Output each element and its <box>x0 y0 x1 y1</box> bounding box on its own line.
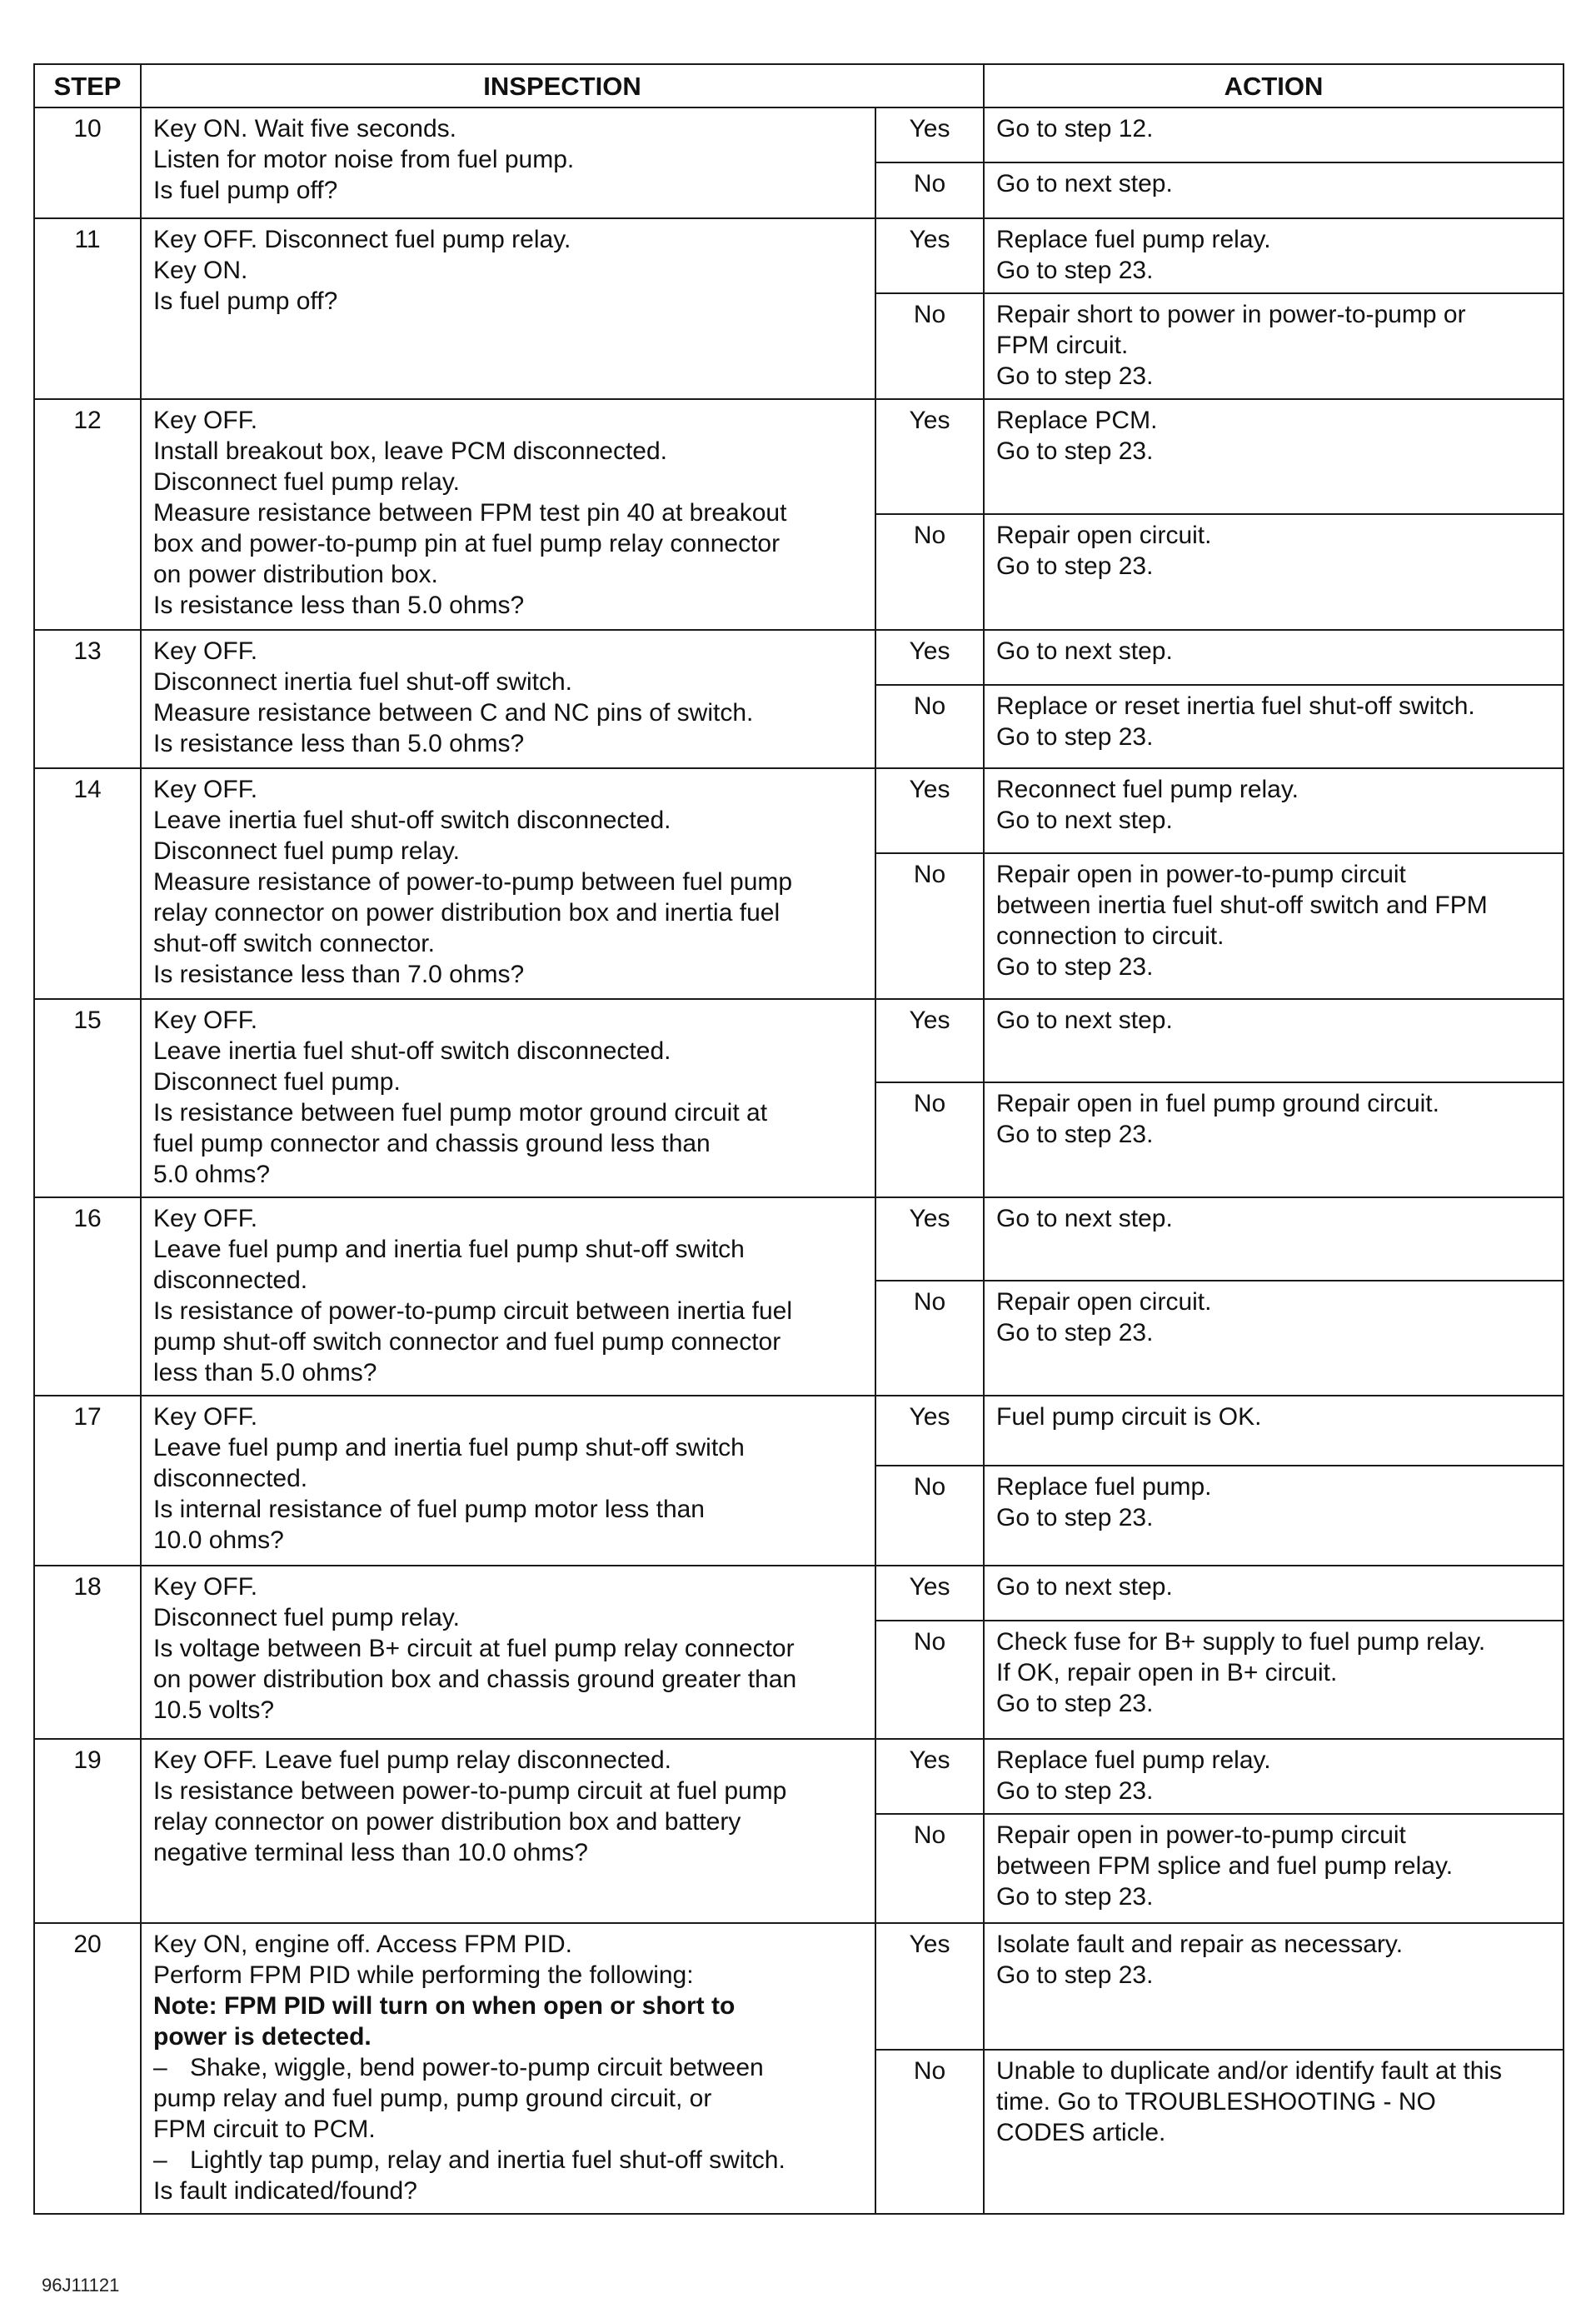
bullet-dash: – <box>153 2054 167 2081</box>
yes-action <box>984 999 1564 1082</box>
text-line: Go to next step. <box>996 807 1173 834</box>
bullet-line <box>153 2145 863 2176</box>
text-line: Go to step 23. <box>996 1121 1154 1148</box>
text-line: CODES article. <box>996 2119 1166 2147</box>
inspection-cell <box>141 1923 875 2214</box>
table-row <box>34 1197 1564 1281</box>
text-line: Disconnect fuel pump relay. <box>153 468 460 496</box>
yes-label: Yes <box>875 1197 984 1281</box>
text-line: Is internal resistance of fuel pump motor less than <box>153 1496 705 1523</box>
yes-action <box>984 1197 1564 1281</box>
text-line: Is resistance between power-to-pump circuit at fuel pump <box>153 1777 787 1805</box>
bullet-line <box>153 2052 863 2083</box>
text-line: relay connector on power distribution box and battery <box>153 1808 741 1836</box>
text-line: 10.5 volts? <box>153 1696 275 1724</box>
text-line: Go to step 23. <box>996 437 1154 465</box>
no-action <box>984 853 1564 999</box>
no-action <box>984 685 1564 768</box>
text-line: shut-off switch connector. <box>153 930 435 957</box>
text-line: on power distribution box and chassis ground greater than <box>153 1666 797 1693</box>
bullet-line <box>153 2083 863 2114</box>
bullet-text: FPM circuit to PCM. <box>153 2116 376 2143</box>
yes-action <box>984 630 1564 685</box>
bullet-text: pump relay and fuel pump, pump ground circuit, or <box>153 2085 712 2112</box>
text-line: Perform FPM PID while performing the following: <box>153 1961 694 1989</box>
text-line: Go to step 23. <box>996 362 1154 390</box>
text-line: Is resistance between fuel pump motor ground circuit at <box>153 1099 768 1127</box>
text-line: Key OFF. <box>153 1573 258 1601</box>
text-line: Replace fuel pump. <box>996 1473 1212 1501</box>
diagnostic-table <box>33 63 1564 2215</box>
text-line: Go to step 23. <box>996 1961 1154 1989</box>
text-line: Replace fuel pump relay. <box>996 226 1271 253</box>
figure-id: 96J11121 <box>42 2275 120 2296</box>
no-label: No <box>875 1814 984 1923</box>
text-line: Repair open circuit. <box>996 522 1212 549</box>
text-line: Go to step 23. <box>996 552 1154 580</box>
inspection-cell <box>141 399 875 630</box>
no-label: No <box>875 293 984 399</box>
text-line: Go to next step. <box>996 1573 1173 1601</box>
text-line: Disconnect fuel pump relay. <box>153 1604 460 1631</box>
no-label: No <box>875 1621 984 1739</box>
text-line: Disconnect fuel pump relay. <box>153 837 460 865</box>
bullet-dash: – <box>153 2146 167 2174</box>
step-number: 11 <box>34 218 141 399</box>
table-row <box>34 768 1564 853</box>
text-line: Leave inertia fuel shut-off switch disconnected. <box>153 807 671 834</box>
yes-label: Yes <box>875 768 984 853</box>
text-line: Go to next step. <box>996 1205 1173 1232</box>
text-line: Repair open circuit. <box>996 1288 1212 1316</box>
no-action <box>984 2050 1564 2214</box>
text-line: Is resistance of power-to-pump circuit between inertia fuel <box>153 1297 793 1325</box>
text-line: Replace or reset inertia fuel shut-off switch. <box>996 692 1475 720</box>
no-action <box>984 1621 1564 1739</box>
question-line: Is fault indicated/found? <box>153 2177 417 2205</box>
text-line: power is detected. <box>153 2023 372 2051</box>
text-line: Key OFF. <box>153 1403 258 1431</box>
step-number: 19 <box>34 1739 141 1923</box>
text-line: on power distribution box. <box>153 561 438 588</box>
text-line: Key OFF. <box>153 407 258 434</box>
table-header-row <box>34 64 1564 107</box>
text-line: Reconnect fuel pump relay. <box>996 776 1299 803</box>
table-row <box>34 630 1564 685</box>
text-line: Repair open in fuel pump ground circuit. <box>996 1090 1439 1117</box>
table-row <box>34 1566 1564 1621</box>
text-line: Is resistance less than 5.0 ohms? <box>153 592 525 619</box>
text-line: Go to step 23. <box>996 1777 1154 1805</box>
step-number: 16 <box>34 1197 141 1396</box>
inspection-cell <box>141 630 875 768</box>
text-line: Isolate fault and repair as necessary. <box>996 1931 1404 1958</box>
text-line: FPM circuit. <box>996 332 1129 359</box>
text-line: Key OFF. Disconnect fuel pump relay. <box>153 226 571 253</box>
text-line: Measure resistance between C and NC pins of switch. <box>153 699 754 727</box>
text-line: Measure resistance of power-to-pump between fuel pump <box>153 868 793 896</box>
text-line: Leave fuel pump and inertia fuel pump shut-off switch <box>153 1434 745 1461</box>
text-line: between FPM splice and fuel pump relay. <box>996 1852 1454 1880</box>
inspection-cell <box>141 1566 875 1739</box>
table-row <box>34 999 1564 1082</box>
header-action: ACTION <box>984 64 1564 107</box>
text-line: Go to next step. <box>996 1007 1173 1034</box>
no-label: No <box>875 1082 984 1197</box>
text-line: Repair open in power-to-pump circuit <box>996 861 1406 888</box>
no-action <box>984 1814 1564 1923</box>
no-label: No <box>875 162 984 218</box>
text-line: time. Go to TROUBLESHOOTING - NO <box>996 2088 1436 2116</box>
step-number: 12 <box>34 399 141 630</box>
text-line: Leave inertia fuel shut-off switch disconnected. <box>153 1037 671 1065</box>
text-line: Check fuse for B+ supply to fuel pump relay. <box>996 1628 1486 1656</box>
inspection-cell <box>141 218 875 399</box>
text-line: Replace fuel pump relay. <box>996 1746 1271 1774</box>
no-action <box>984 514 1564 630</box>
text-line: Repair short to power in power-to-pump or <box>996 301 1466 328</box>
text-line: Is fuel pump off? <box>153 177 338 204</box>
text-line: relay connector on power distribution box and inertia fuel <box>153 899 781 927</box>
text-line: Key ON. <box>153 257 248 284</box>
text-line: 10.0 ohms? <box>153 1526 284 1554</box>
yes-label: Yes <box>875 399 984 514</box>
yes-action <box>984 399 1564 514</box>
bullet-line <box>153 2114 863 2145</box>
table-row <box>34 107 1564 162</box>
yes-action <box>984 107 1564 162</box>
text-line: Go to step 23. <box>996 953 1154 981</box>
text-line: Go to step 23. <box>996 1883 1154 1911</box>
text-line: Is resistance less than 7.0 ohms? <box>153 961 525 988</box>
text-line: Fuel pump circuit is OK. <box>996 1403 1262 1431</box>
table-body <box>34 107 1564 2214</box>
no-action <box>984 1082 1564 1197</box>
text-line: Key ON. Wait five seconds. <box>153 115 457 142</box>
no-label: No <box>875 2050 984 2214</box>
text-line: Go to step 23. <box>996 257 1154 284</box>
text-line: Replace PCM. <box>996 407 1158 434</box>
step-number: 15 <box>34 999 141 1197</box>
yes-action <box>984 768 1564 853</box>
text-line: disconnected. <box>153 1465 308 1492</box>
yes-action <box>984 1923 1564 2050</box>
yes-label: Yes <box>875 1923 984 2050</box>
text-line: Measure resistance between FPM test pin 40 at breakout <box>153 499 787 527</box>
text-line: Go to next step. <box>996 637 1173 665</box>
text-line: less than 5.0 ohms? <box>153 1359 377 1386</box>
no-action <box>984 293 1564 399</box>
inspection-cell <box>141 1396 875 1566</box>
inspection-cell <box>141 1197 875 1396</box>
table-row <box>34 1396 1564 1466</box>
text-line: Go to step 12. <box>996 115 1154 142</box>
bullet-text: Lightly tap pump, relay and inertia fuel shut-off switch. <box>190 2146 786 2174</box>
header-inspection: INSPECTION <box>141 64 984 107</box>
yes-label: Yes <box>875 1396 984 1466</box>
step-number: 13 <box>34 630 141 768</box>
table-row <box>34 1739 1564 1814</box>
text-line: If OK, repair open in B+ circuit. <box>996 1659 1338 1686</box>
text-line: box and power-to-pump pin at fuel pump relay connector <box>153 530 781 557</box>
text-line: Key OFF. Leave fuel pump relay disconnected. <box>153 1746 672 1774</box>
no-action <box>984 162 1564 218</box>
inspection-cell <box>141 999 875 1197</box>
table-row <box>34 218 1564 293</box>
yes-label: Yes <box>875 999 984 1082</box>
yes-action <box>984 1739 1564 1814</box>
table-row <box>34 399 1564 514</box>
no-action <box>984 1466 1564 1566</box>
text-line: connection to circuit. <box>996 922 1224 950</box>
text-line: Go to step 23. <box>996 1319 1154 1347</box>
step-number: 14 <box>34 768 141 999</box>
text-line: Repair open in power-to-pump circuit <box>996 1821 1406 1849</box>
text-line: Go to step 23. <box>996 1690 1154 1717</box>
yes-label: Yes <box>875 218 984 293</box>
text-line: Unable to duplicate and/or identify fault at this <box>996 2057 1503 2086</box>
yes-label: Yes <box>875 630 984 685</box>
text-line: Install breakout box, leave PCM disconnected. <box>153 437 668 465</box>
text-line: Disconnect inertia fuel shut-off switch. <box>153 668 573 696</box>
text-line: Key OFF. <box>153 1007 258 1034</box>
yes-label: Yes <box>875 1739 984 1814</box>
inspection-cell <box>141 107 875 218</box>
text-line: Is resistance less than 5.0 ohms? <box>153 730 525 757</box>
table-row <box>34 1923 1564 2050</box>
step-number: 10 <box>34 107 141 218</box>
step-number: 18 <box>34 1566 141 1739</box>
yes-action <box>984 218 1564 293</box>
text-line: Is voltage between B+ circuit at fuel pump relay connector <box>153 1635 795 1662</box>
no-label: No <box>875 685 984 768</box>
text-line: Key OFF. <box>153 637 258 665</box>
inspection-cell <box>141 1739 875 1923</box>
yes-label: Yes <box>875 107 984 162</box>
text-line: Disconnect fuel pump. <box>153 1068 401 1096</box>
text-line: between inertia fuel shut-off switch and FPM <box>996 892 1488 919</box>
text-line: fuel pump connector and chassis ground less than <box>153 1130 711 1157</box>
text-line: Listen for motor noise from fuel pump. <box>153 146 575 173</box>
header-step: STEP <box>34 64 141 107</box>
step-number: 17 <box>34 1396 141 1566</box>
inspection-cell <box>141 768 875 999</box>
text-line: Is fuel pump off? <box>153 287 338 315</box>
no-label: No <box>875 853 984 999</box>
yes-action <box>984 1396 1564 1466</box>
text-line: Note: FPM PID will turn on when open or short to <box>153 1992 736 2020</box>
text-line: Key ON, engine off. Access FPM PID. <box>153 1931 572 1958</box>
yes-action <box>984 1566 1564 1621</box>
no-label: No <box>875 514 984 630</box>
no-action <box>984 1281 1564 1396</box>
text-line: Key OFF. <box>153 776 258 803</box>
no-label: No <box>875 1466 984 1566</box>
text-line: Go to next step. <box>996 170 1173 197</box>
no-label: No <box>875 1281 984 1396</box>
yes-label: Yes <box>875 1566 984 1621</box>
text-line: Go to step 23. <box>996 723 1154 751</box>
text-line: pump shut-off switch connector and fuel pump connector <box>153 1328 781 1356</box>
text-line: Go to step 23. <box>996 1504 1154 1531</box>
text-line: negative terminal less than 10.0 ohms? <box>153 1839 588 1866</box>
step-number: 20 <box>34 1923 141 2214</box>
bullet-text: Shake, wiggle, bend power-to-pump circuit between <box>190 2054 764 2081</box>
text-line: Key OFF. <box>153 1205 258 1232</box>
text-line: Leave fuel pump and inertia fuel pump shut-off switch <box>153 1236 745 1263</box>
text-line: disconnected. <box>153 1266 308 1294</box>
text-line: 5.0 ohms? <box>153 1161 271 1188</box>
